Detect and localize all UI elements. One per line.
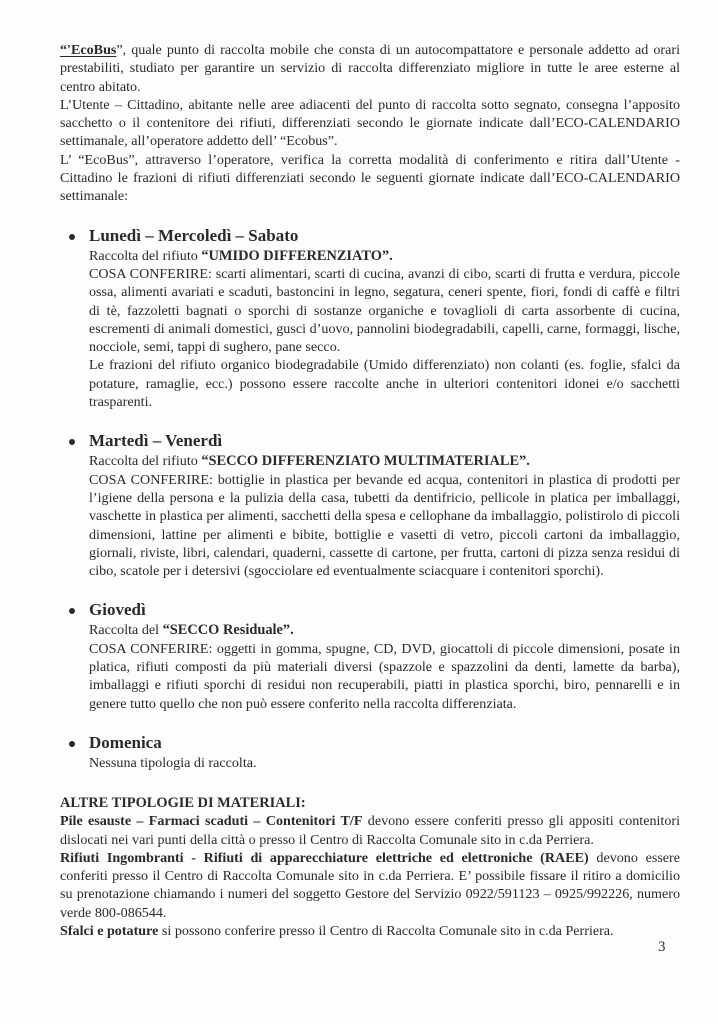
schedule-days: Martedì – Venerdì	[89, 431, 223, 451]
collection-type-line: Raccolta del rifiuto “SECCO DIFFERENZIATO MULTIMATERIALE”.	[89, 453, 530, 470]
intro-paragraph-3: L’ “EcoBus”, attraverso l’operatore, verifica la corretta modalità di conferimento e ritira dall’Utente - Cittadino le frazioni di rifiuti differenziati secondo le seguenti giornate indicate dall’ECO-CALENDARIO settimanale:	[60, 151, 680, 205]
collection-type-line: Raccolta del rifiuto “UMIDO DIFFERENZIATO”.	[89, 247, 393, 264]
bullet-icon	[69, 439, 75, 445]
page-content	[60, 41, 680, 940]
schedule-item-mon-wed-sat	[89, 226, 680, 412]
other-materials-heading: ALTRE TIPOLOGIE DI MATERIALI:	[60, 795, 306, 812]
what-to-give: COSA CONFERIRE: oggetti in gomma, spugne, CD, DVD, giocattoli di piccole dimensioni, posate in platica, rifiuti composti da più materiali diversi (spazzole e spazzolini da denti, lamette da barba), imballaggi e rifiuti sporchi di residui non recuperabili, piatti in plastica sporchi, biro, pennarelli e in genere tutto quello che non può essere conferito nella raccolta differenziata.	[89, 640, 680, 712]
other-materials-item: Pile esauste – Farmaci scaduti – Contenitori T/F devono essere conferiti presso gli appositi contenitori dislocati nei vari punti della città o presso il Centro di Raccolta Comunale sito in c.da Perriera.	[60, 813, 680, 848]
intro-paragraph-2: L’Utente – Cittadino, abitante nelle aree adiacenti del punto di raccolta sotto segnato, consegna l’apposito sacchetto o il contenitore dei rifiuti, differenziati secondo le giornate indicate dall’ECO-CALENDARIO settimanale, all’operatore addetto dell’ “Ecobus”.	[60, 96, 680, 150]
intro-paragraph-1: “'EcoBus”, quale punto di raccolta mobile che consta di un autocompattatore e personale addetto ad orari prestabiliti, studiato per garantire un servizio di raccolta differenziato migliore in tutte le aree esterne al centro abitato.	[60, 42, 680, 95]
schedule-item-thu	[89, 600, 680, 712]
schedule-note: Nessuna tipologia di raccolta.	[89, 754, 257, 771]
ecobus-highlight: “'EcoBus	[60, 42, 117, 58]
other-materials-item: Rifiuti Ingombranti - Rifiuti di apparecchiature elettriche ed elettroniche (RAEE) devono essere conferiti presso il Centro di Raccolta Comunale sito in c.da Perriera. E’ possibile fissare il ritiro a domicilio su prenotazione chiamando i numeri del soggetto Gestore del Servizio 0922/591123 – 0925/992226, numero verde 800-086544.	[60, 849, 681, 921]
what-to-give: COSA CONFERIRE: bottiglie in plastica per bevande ed acqua, contenitori in plastica di prodotti per l’igiene della persona e la pulizia della casa, tubetti da dentifricio, pellicole in platica per imballaggi, vaschette in plastica per alimenti, sacchetti della spesa e cellophane da imballaggio, polistirolo di piccoli dimensioni, lattine per alimenti e bibite, bottiglie e vasetti di vetro, piccoli cartoni da imballaggio, giornali, riviste, libri, calendari, quaderni, cassette di cartone, per frutta, cartoni di pizza senza residui di cibo, scatole per i detersivi (sgocciolare ed eventualmente sciacquare i contenitori sporchi).	[89, 471, 680, 580]
bullet-icon	[69, 234, 75, 240]
schedule-item-sun	[89, 733, 680, 772]
schedule-note: Le frazioni del rifiuto organico biodegradabile (Umido differenziato) non colanti (es. foglie, sfalci da potature, ramaglie, ecc.) possono essere raccolte anche in ulteriori contenitori idonei e/o sacchetti trasparenti.	[89, 357, 680, 411]
page-number: 3	[658, 939, 666, 955]
schedule-days: Giovedì	[89, 600, 146, 620]
bullet-icon	[69, 608, 75, 614]
collection-type-line: Raccolta del “SECCO Residuale”.	[89, 622, 294, 639]
schedule-item-tue-fri	[89, 431, 680, 580]
other-materials-item: Sfalci e potature si possono conferire presso il Centro di Raccolta Comunale sito in c.da Perriera.	[60, 922, 614, 939]
schedule-days: Lunedì – Mercoledì – Sabato	[89, 225, 299, 245]
what-to-give: COSA CONFERIRE: scarti alimentari, scarti di cucina, avanzi di cibo, scarti di frutta e verdura, piccole ossa, alimenti avariati e scaduti, bastoncini in legno, segatura, ceneri spente, fiori, fondi di caffè e filtri di tè, fazzoletti bagnati o sporchi di sostanze organiche e tovaglioli di carta assorbente di cucina, escrementi di animali domestici, gusci d’uovo, pannolini biodegradabili, capelli, carne, formaggi, lische, nocciole, semi, tappi di sughero, pane secco.	[89, 265, 680, 356]
schedule-days: Domenica	[89, 732, 162, 752]
bullet-icon	[69, 741, 75, 747]
